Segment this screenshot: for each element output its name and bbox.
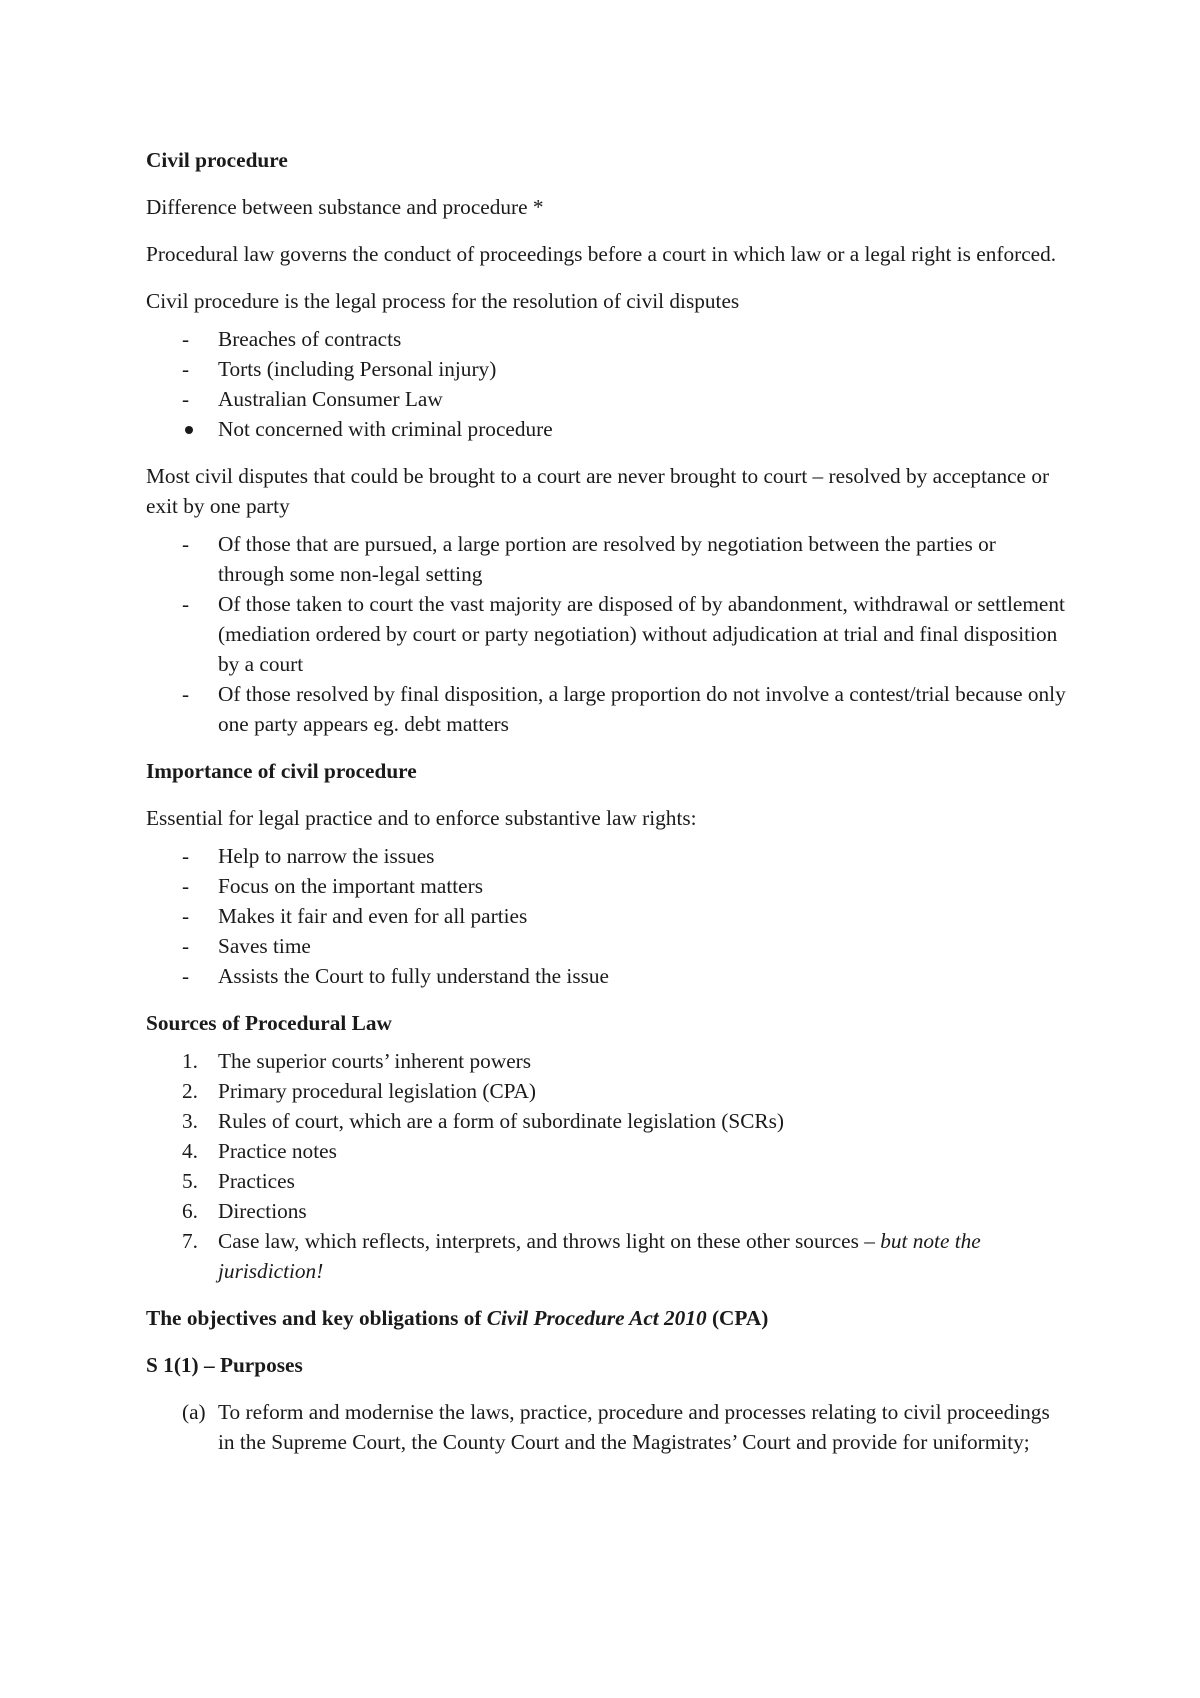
list-item: - Australian Consumer Law xyxy=(146,384,1066,414)
list-item: - Of those that are pursued, a large portion are resolved by negotiation between the parties or through some non-legal setting xyxy=(146,529,1066,589)
jurisdiction-note: but note the jurisdiction! xyxy=(218,1229,981,1283)
heading-importance: Importance of civil procedure xyxy=(146,759,417,783)
document-body xyxy=(146,145,1066,1474)
dispute-types-list xyxy=(146,324,1066,444)
list-item: - Help to narrow the issues xyxy=(146,841,1066,871)
sources-list xyxy=(146,1046,1066,1286)
alpha-marker: (a) xyxy=(182,1400,206,1424)
dash-marker: - xyxy=(182,964,190,988)
list-item: - Of those taken to court the vast majority are disposed of by abandonment, withdrawal or settlement (mediation ordered by court or party negotiation) without adjudication at trial and final disposition by a court xyxy=(146,589,1066,679)
heading-purposes: S 1(1) – Purposes xyxy=(146,1353,303,1377)
dash-marker: - xyxy=(182,844,190,868)
dash-marker: - xyxy=(182,682,190,706)
heading-civil-procedure: Civil procedure xyxy=(146,148,288,172)
dash-marker: - xyxy=(182,357,190,381)
dash-marker: - xyxy=(182,327,190,351)
list-item: 5. Practices xyxy=(146,1166,1066,1196)
list-item: - Breaches of contracts xyxy=(146,324,1066,354)
paragraph-most-disputes: Most civil disputes that could be brought to a court are never brought to court – resolved by acceptance or exit by one party xyxy=(146,464,1050,518)
dash-marker: - xyxy=(182,904,190,928)
list-item: - Saves time xyxy=(146,931,1066,961)
dash-marker: - xyxy=(182,532,190,556)
heading-cpa-objectives: The objectives and key obligations of Civil Procedure Act 2010 (CPA) xyxy=(146,1306,769,1330)
list-item: 4. Practice notes xyxy=(146,1136,1066,1166)
number-marker: 6. xyxy=(182,1199,198,1223)
bullet-icon xyxy=(185,426,193,434)
resolution-list xyxy=(146,529,1066,739)
number-marker: 2. xyxy=(182,1079,198,1103)
list-item: - Assists the Court to fully understand the issue xyxy=(146,961,1066,991)
dash-marker: - xyxy=(182,934,190,958)
list-item: 7. Case law, which reflects, interprets, and throws light on these other sources – but note the jurisdiction! xyxy=(146,1226,1066,1286)
importance-list xyxy=(146,841,1066,991)
list-item: (a) To reform and modernise the laws, practice, procedure and processes relating to civil proceedings in the Supreme Court, the County Court and the Magistrates’ Court and provide for uniformity; xyxy=(146,1397,1066,1457)
dash-marker: - xyxy=(182,387,190,411)
heading-sources: Sources of Procedural Law xyxy=(146,1011,392,1035)
act-title: Civil Procedure Act 2010 xyxy=(486,1306,707,1330)
dash-marker: - xyxy=(182,592,190,616)
list-item: 1. The superior courts’ inherent powers xyxy=(146,1046,1066,1076)
dash-marker: - xyxy=(182,874,190,898)
list-item: - Makes it fair and even for all parties xyxy=(146,901,1066,931)
number-marker: 5. xyxy=(182,1169,198,1193)
list-item: - Focus on the important matters xyxy=(146,871,1066,901)
number-marker: 7. xyxy=(182,1229,198,1253)
paragraph-essential: Essential for legal practice and to enforce substantive law rights: xyxy=(146,806,697,830)
paragraph-substance-procedure: Difference between substance and procedure * xyxy=(146,195,544,219)
list-item: - Torts (including Personal injury) xyxy=(146,354,1066,384)
number-marker: 4. xyxy=(182,1139,198,1163)
list-item: Not concerned with criminal procedure xyxy=(146,414,1066,444)
paragraph-civil-procedure-definition: Civil procedure is the legal process for the resolution of civil disputes xyxy=(146,289,740,313)
number-marker: 1. xyxy=(182,1049,198,1073)
number-marker: 3. xyxy=(182,1109,198,1133)
list-item: 3. Rules of court, which are a form of subordinate legislation (SCRs) xyxy=(146,1106,1066,1136)
list-item: 2. Primary procedural legislation (CPA) xyxy=(146,1076,1066,1106)
list-item: 6. Directions xyxy=(146,1196,1066,1226)
list-item: - Of those resolved by final disposition, a large proportion do not involve a contest/trial because only one party appears eg. debt matters xyxy=(146,679,1066,739)
purposes-list xyxy=(146,1397,1066,1457)
paragraph-procedural-law: Procedural law governs the conduct of proceedings before a court in which law or a legal right is enforced. xyxy=(146,242,1057,266)
